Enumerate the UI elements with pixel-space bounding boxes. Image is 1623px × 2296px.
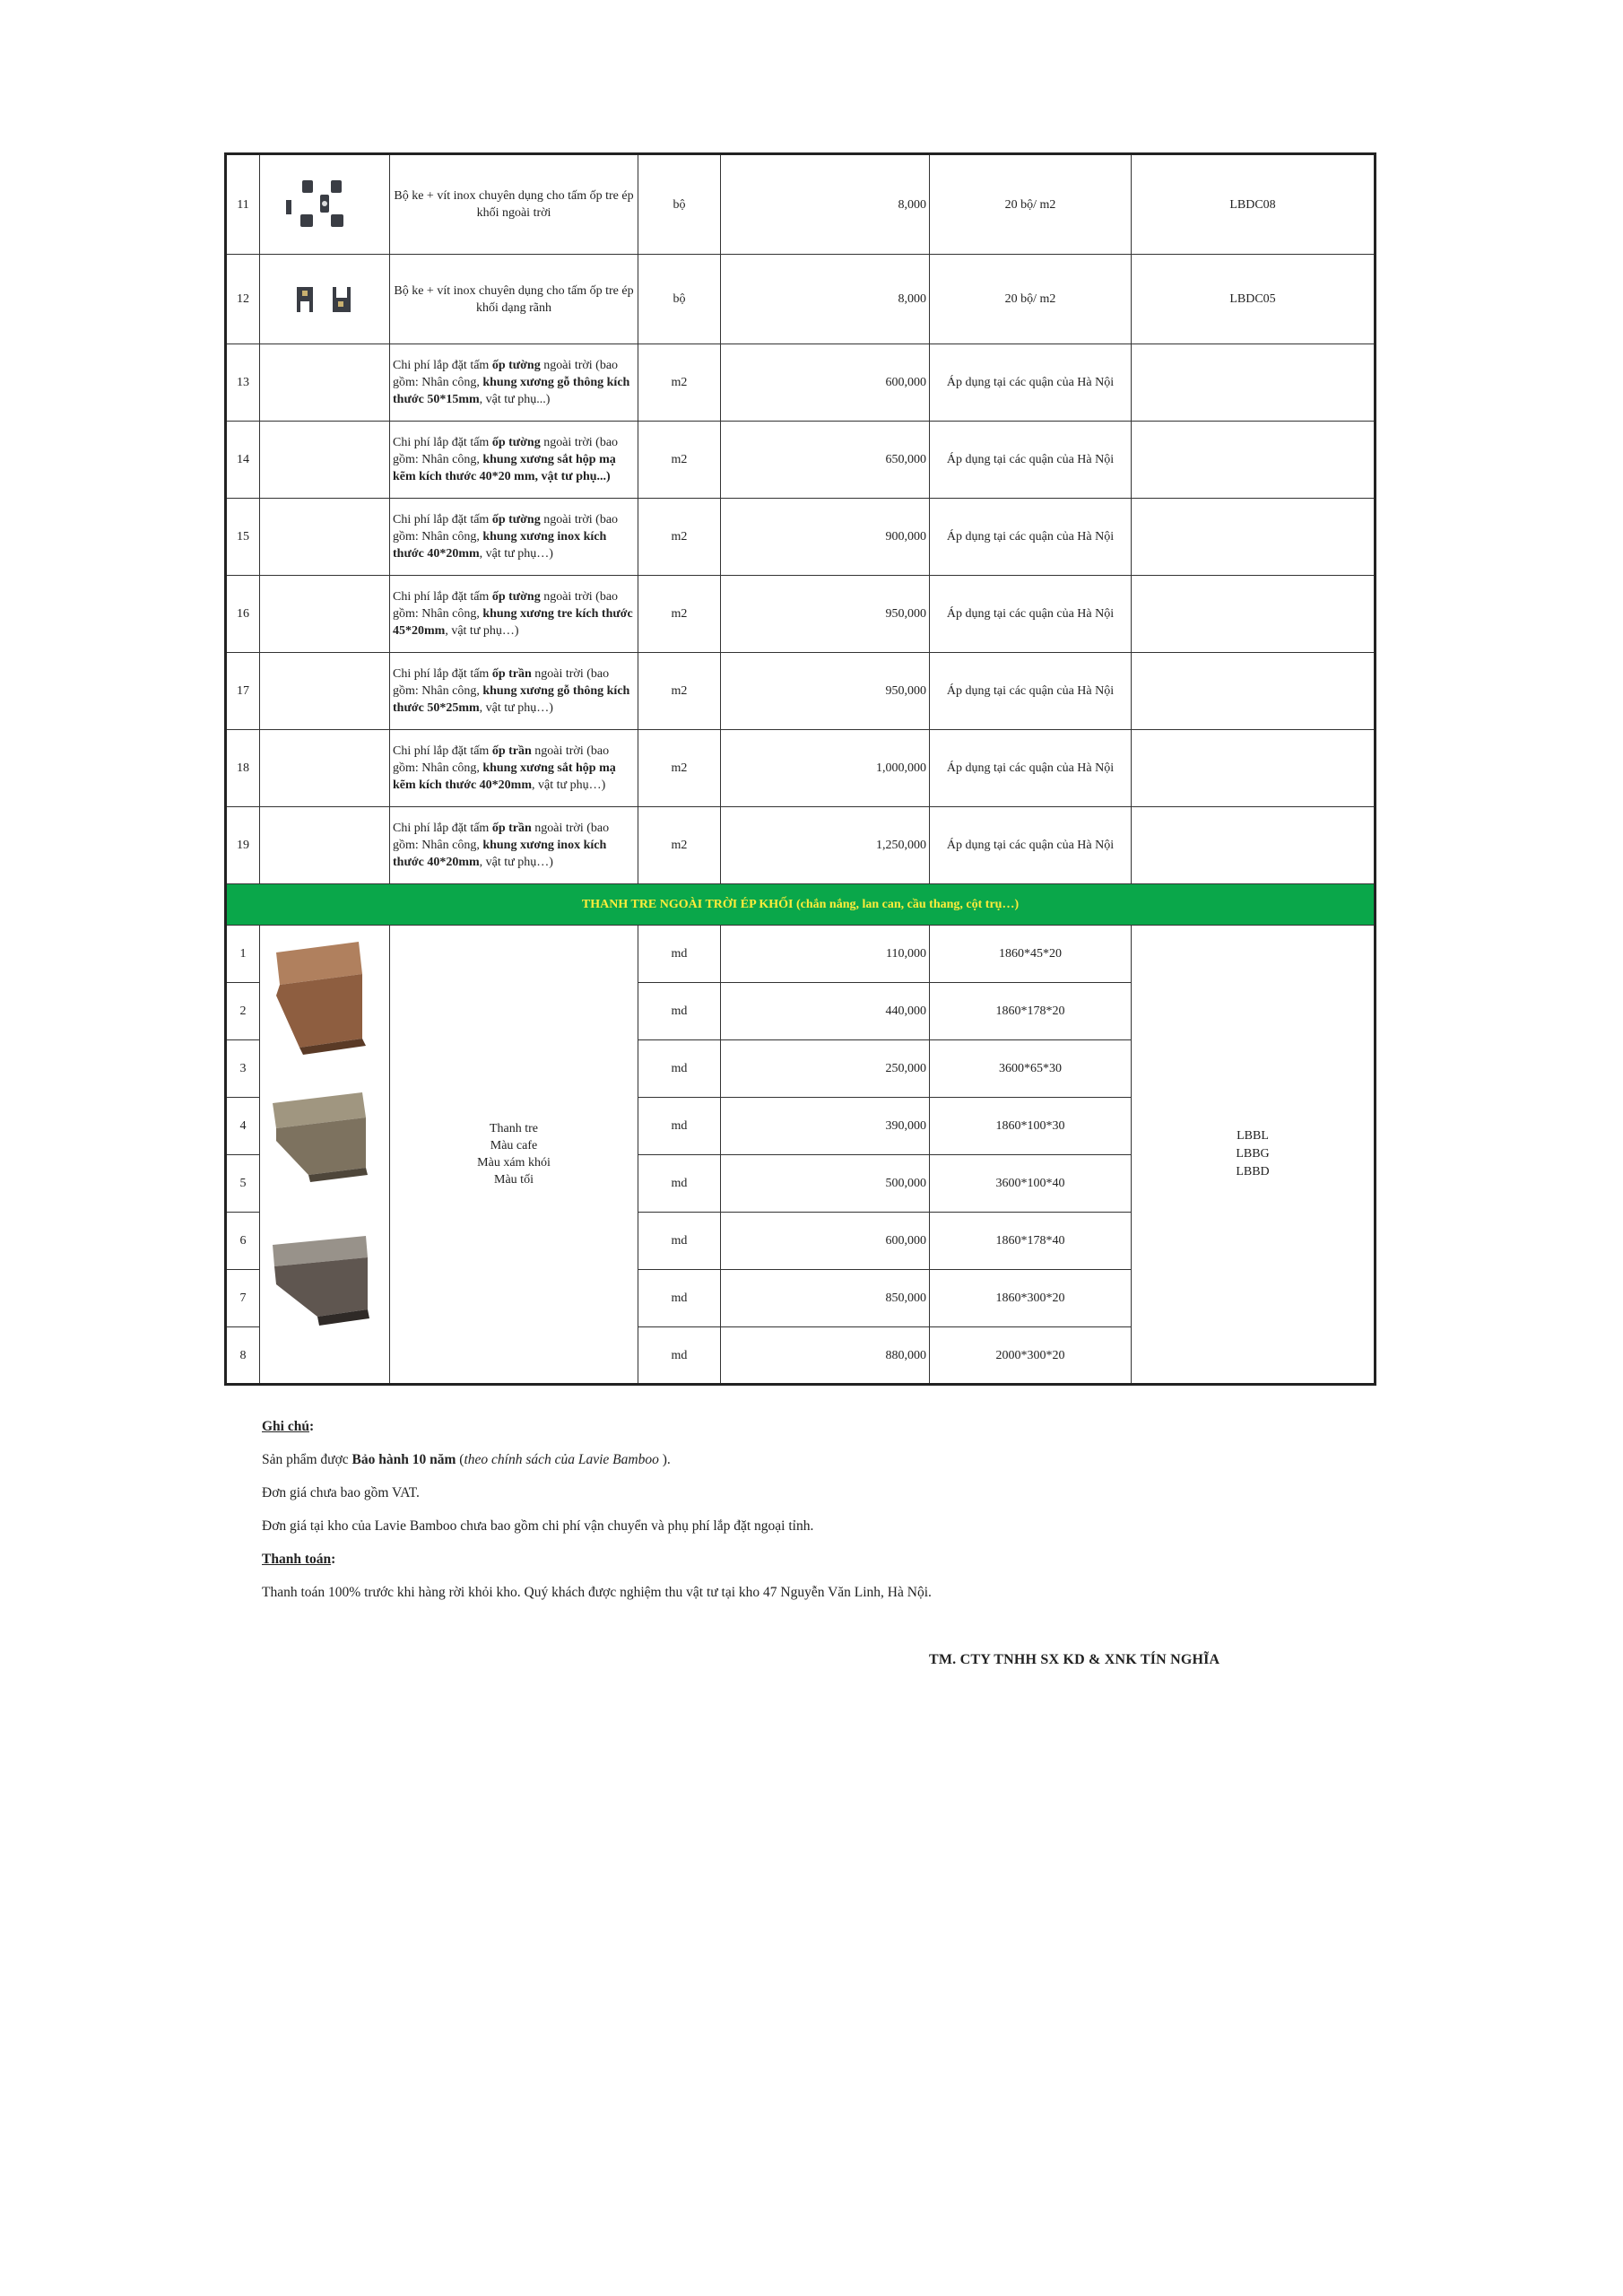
unit-price: 1,000,000 — [721, 730, 930, 807]
notes-block: Ghi chú: Sản phẩm được Bảo hành 10 năm (theo chính sách của Lavie Bamboo ). Đơn giá chưa bao gồm VAT. Đơn giá tại kho của Lavie Bamboo chưa bao gồm chi phí vận chuyển và phụ phí lắp đặt ngoại tỉnh. Thanh toán: Thanh toán 100% trước khi hàng rời khỏi kho. Quý khách được nghiệm thu vật tư tại kho 47 Nguyễn Văn Linh, Hà Nội. — [262, 1417, 1338, 1616]
shipping-note: Đơn giá tại kho của Lavie Bamboo chưa bao gồm chi phí vận chuyển và phụ phí lắp đặt ngoại tỉnh. — [262, 1518, 814, 1534]
product-code: LBBD — [1236, 1165, 1270, 1178]
table-row — [226, 499, 1376, 576]
unit: md — [638, 926, 721, 983]
item-description: Chi phí lắp đặt tấm ốp tường ngoài trời (bao gồm: Nhân công, khung xương inox kích thước 40*20mm, vật tư phụ…) — [390, 499, 638, 576]
unit-price: 390,000 — [721, 1098, 930, 1155]
product-image — [260, 154, 390, 255]
table-row — [226, 926, 1376, 983]
dimensions: 3600*65*30 — [930, 1040, 1132, 1098]
specification: Áp dụng tại các quận của Hà Nội — [930, 653, 1132, 730]
specification: 20 bộ/ m2 — [930, 255, 1132, 344]
specification: 20 bộ/ m2 — [930, 154, 1132, 255]
row-number: 17 — [226, 653, 260, 730]
product-code — [1132, 422, 1376, 499]
table-row — [226, 255, 1376, 344]
row-number: 3 — [226, 1040, 260, 1098]
unit: md — [638, 1155, 721, 1213]
product-image — [260, 730, 390, 807]
unit-price: 1,250,000 — [721, 807, 930, 884]
item-description: Bộ ke + vít inox chuyên dụng cho tấm ốp tre ép khối dạng rãnh — [390, 255, 638, 344]
table-row — [226, 576, 1376, 653]
color-option: Thanh tre — [489, 1122, 539, 1135]
vat-note: Đơn giá chưa bao gồm VAT. — [262, 1485, 420, 1500]
section-title: THANH TRE NGOÀI TRỜI ÉP KHỐI (chắn nắng, lan can, cầu thang, cột trụ…) — [226, 884, 1376, 926]
unit-price: 880,000 — [721, 1327, 930, 1385]
unit-price: 8,000 — [721, 154, 930, 255]
row-number: 1 — [226, 926, 260, 983]
dimensions: 1860*178*20 — [930, 983, 1132, 1040]
notes-heading: Ghi chú — [262, 1419, 309, 1434]
unit: m2 — [638, 807, 721, 884]
row-number: 18 — [226, 730, 260, 807]
item-description: Chi phí lắp đặt tấm ốp tường ngoài trời (bao gồm: Nhân công, khung xương tre kích thước 45*20mm, vật tư phụ…) — [390, 576, 638, 653]
product-image — [260, 344, 390, 422]
row-number: 11 — [226, 154, 260, 255]
product-code — [1132, 807, 1376, 884]
table-row — [226, 344, 1376, 422]
unit: md — [638, 983, 721, 1040]
table-row — [226, 653, 1376, 730]
product-image — [260, 653, 390, 730]
row-number: 4 — [226, 1098, 260, 1155]
unit: m2 — [638, 344, 721, 422]
specification: Áp dụng tại các quận của Hà Nội — [930, 422, 1132, 499]
unit-price: 8,000 — [721, 255, 930, 344]
specification: Áp dụng tại các quận của Hà Nội — [930, 499, 1132, 576]
product-code: LBDC08 — [1132, 154, 1376, 255]
unit-price: 850,000 — [721, 1270, 930, 1327]
color-option: Màu xám khói — [477, 1156, 551, 1170]
row-number: 12 — [226, 255, 260, 344]
section-header-row — [226, 884, 1376, 926]
unit: md — [638, 1327, 721, 1385]
cafe-bar-sample — [276, 942, 366, 1055]
product-image — [260, 255, 390, 344]
product-code — [1132, 576, 1376, 653]
item-description: Chi phí lắp đặt tấm ốp trần ngoài trời (bao gồm: Nhân công, khung xương inox kích thước 40*20mm, vật tư phụ…) — [390, 807, 638, 884]
clip-set-icon — [284, 282, 365, 317]
table-row — [226, 422, 1376, 499]
warranty-note — [262, 1450, 1338, 1470]
table-row — [226, 730, 1376, 807]
bamboo-bar-rows — [226, 926, 1376, 1385]
unit: bộ — [638, 255, 721, 344]
row-number: 15 — [226, 499, 260, 576]
item-description: Chi phí lắp đặt tấm ốp tường ngoài trời (bao gồm: Nhân công, khung xương gỗ thông kích thước 50*15mm, vật tư phụ...) — [390, 344, 638, 422]
item-description: Chi phí lắp đặt tấm ốp trần ngoài trời (bao gồm: Nhân công, khung xương gỗ thông kích thước 50*25mm, vật tư phụ…) — [390, 653, 638, 730]
item-description: Chi phí lắp đặt tấm ốp tường ngoài trời (bao gồm: Nhân công, khung xương sắt hộp mạ kẽm kích thước 40*20 mm, vật tư phụ...) — [390, 422, 638, 499]
bamboo-bar-codes — [1132, 926, 1376, 1385]
product-image — [260, 499, 390, 576]
color-option: Màu cafe — [490, 1139, 538, 1152]
bracket-set-icon — [284, 173, 365, 236]
unit: md — [638, 1270, 721, 1327]
unit: md — [638, 1213, 721, 1270]
unit-price: 600,000 — [721, 344, 930, 422]
warranty-post: ). — [658, 1452, 671, 1467]
bamboo-bar-description — [390, 926, 638, 1385]
unit: m2 — [638, 576, 721, 653]
payment-note: Thanh toán 100% trước khi hàng rời khỏi kho. Quý khách được nghiệm thu vật tư tại kho 47 Nguyễn Văn Linh, Hà Nội. — [262, 1585, 932, 1600]
grey-bar-sample — [273, 1092, 368, 1182]
dimensions: 1860*300*20 — [930, 1270, 1132, 1327]
unit: m2 — [638, 730, 721, 807]
dimensions: 2000*300*20 — [930, 1327, 1132, 1385]
specification: Áp dụng tại các quận của Hà Nội — [930, 807, 1132, 884]
unit-price: 500,000 — [721, 1155, 930, 1213]
bamboo-bar-samples-icon — [273, 933, 380, 1363]
dimensions: 1860*178*40 — [930, 1213, 1132, 1270]
price-table — [224, 152, 1376, 1386]
unit: m2 — [638, 499, 721, 576]
unit-price: 600,000 — [721, 1213, 930, 1270]
product-code: LBBG — [1236, 1147, 1270, 1161]
bamboo-bar-section — [226, 884, 1376, 926]
bamboo-bar-image — [260, 926, 390, 1385]
row-number: 8 — [226, 1327, 260, 1385]
warranty-policy: theo chính sách của Lavie Bamboo — [464, 1452, 659, 1467]
specification: Áp dụng tại các quận của Hà Nội — [930, 344, 1132, 422]
product-code: LBDC05 — [1132, 255, 1376, 344]
unit: m2 — [638, 653, 721, 730]
product-image — [260, 422, 390, 499]
row-number: 14 — [226, 422, 260, 499]
unit-price: 950,000 — [721, 653, 930, 730]
specification: Áp dụng tại các quận của Hà Nội — [930, 730, 1132, 807]
unit-price: 110,000 — [721, 926, 930, 983]
warranty-pre: Sản phẩm được — [262, 1452, 352, 1467]
row-number: 13 — [226, 344, 260, 422]
warranty-bold: Bảo hành 10 năm — [352, 1452, 456, 1467]
row-number: 6 — [226, 1213, 260, 1270]
unit: md — [638, 1098, 721, 1155]
unit: md — [638, 1040, 721, 1098]
color-option: Màu tối — [494, 1173, 534, 1187]
unit-price: 250,000 — [721, 1040, 930, 1098]
item-description: Chi phí lắp đặt tấm ốp trần ngoài trời (bao gồm: Nhân công, khung xương sắt hộp mạ kẽm kích thước 40*20mm, vật tư phụ…) — [390, 730, 638, 807]
row-number: 2 — [226, 983, 260, 1040]
row-number: 16 — [226, 576, 260, 653]
table-row — [226, 807, 1376, 884]
row-number: 7 — [226, 1270, 260, 1327]
product-code — [1132, 499, 1376, 576]
dimensions: 1860*45*20 — [930, 926, 1132, 983]
dimensions: 1860*100*30 — [930, 1098, 1132, 1155]
table-row — [226, 154, 1376, 255]
unit-price: 950,000 — [721, 576, 930, 653]
payment-heading: Thanh toán — [262, 1552, 332, 1567]
dark-bar-sample — [273, 1236, 369, 1326]
unit: m2 — [638, 422, 721, 499]
warranty-mid: ( — [456, 1452, 464, 1467]
product-code — [1132, 653, 1376, 730]
row-number: 19 — [226, 807, 260, 884]
dimensions: 3600*100*40 — [930, 1155, 1132, 1213]
unit: bộ — [638, 154, 721, 255]
row-number: 5 — [226, 1155, 260, 1213]
product-code — [1132, 344, 1376, 422]
unit-price: 440,000 — [721, 983, 930, 1040]
unit-price: 650,000 — [721, 422, 930, 499]
product-code — [1132, 730, 1376, 807]
specification: Áp dụng tại các quận của Hà Nội — [930, 576, 1132, 653]
product-image — [260, 576, 390, 653]
unit-price: 900,000 — [721, 499, 930, 576]
product-code: LBBL — [1237, 1129, 1269, 1143]
item-description: Bộ ke + vít inox chuyên dụng cho tấm ốp tre ép khối ngoài trời — [390, 154, 638, 255]
accessory-install-rows — [226, 154, 1376, 884]
company-signature: TM. CTY TNHH SX KD & XNK TÍN NGHĨA — [929, 1652, 1220, 1667]
product-image — [260, 807, 390, 884]
